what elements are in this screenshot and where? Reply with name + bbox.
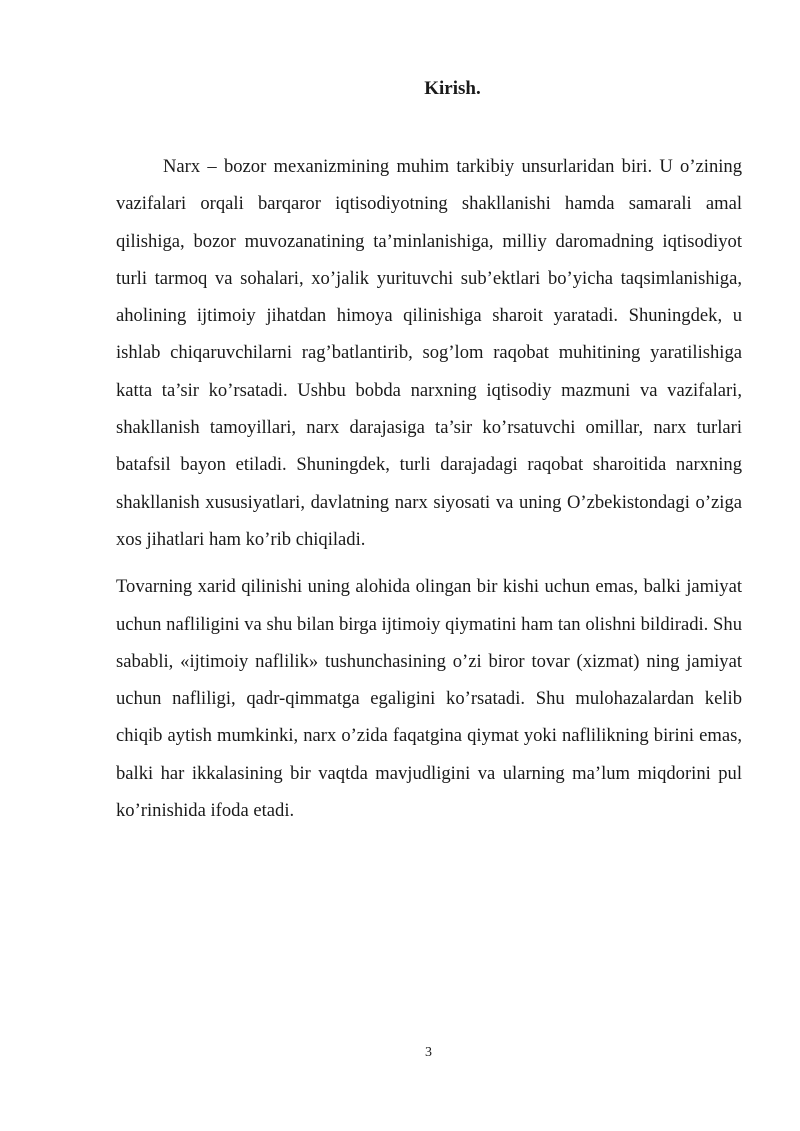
page-title: Kirish. bbox=[424, 78, 481, 99]
body-text bbox=[116, 148, 742, 829]
paragraph-intro: Narx – bozor mexanizmining muhim tarkibiy unsurlaridan biri. U o’zining vazifalari orqali barqaror iqtisodiyotning shakllanishi hamda samarali amal qilishiga, bozor muvozanatining ta’minlanishiga, milliy daromadning iqtisodiyot turli tarmoq va sohalari, xo’jalik yurituvchi sub’ektlari bo’yicha taqsimlanishiga, aholining ijtimoiy jihatdan himoya qilinishiga sharoit yaratadi. Shuningdek, u ishlab chiqaruvchilarni rag’batlantirib, sog’lom raqobat muhitining yaratilishiga katta ta’sir ko’rsatadi. Ushbu bobda narxning iqtisodiy mazmuni va vazifalari, shakllanish tamoyillari, narx darajasiga ta’sir ko’rsatuvchi omillar, narx turlari batafsil bayon etiladi. Shuningdek, turli darajadagi raqobat sharoitida narxning shakllanish xususiyatlari, davlatning narx siyosati va uning O’zbekistondagi o’ziga xos jihatlari ham ko’rib chiqiladi. bbox=[116, 156, 742, 550]
page-number: 3 bbox=[425, 1045, 432, 1060]
paragraph-second: Tovarning xarid qilinishi uning alohida olingan bir kishi uchun emas, balki jamiyat uchun nafliligini va shu bilan birga ijtimoiy qiymatini ham tan olishni bildiradi. Shu sababli, «ijtimoiy naflilik» tushunchasining o’zi biror tovar (xizmat) ning jamiyat uchun nafliligi, qadr-qimmatga egaligini ko’rsatadi. Shu mulohazalardan kelib chiqib aytish mumkinki, narx o’zida faqatgina qiymat yoki naflilikning birini emas, balki har ikkalasining bir vaqtda mavjudligini va ularning ma’lum miqdorini pul ko’rinishida ifoda etadi. bbox=[116, 576, 742, 822]
